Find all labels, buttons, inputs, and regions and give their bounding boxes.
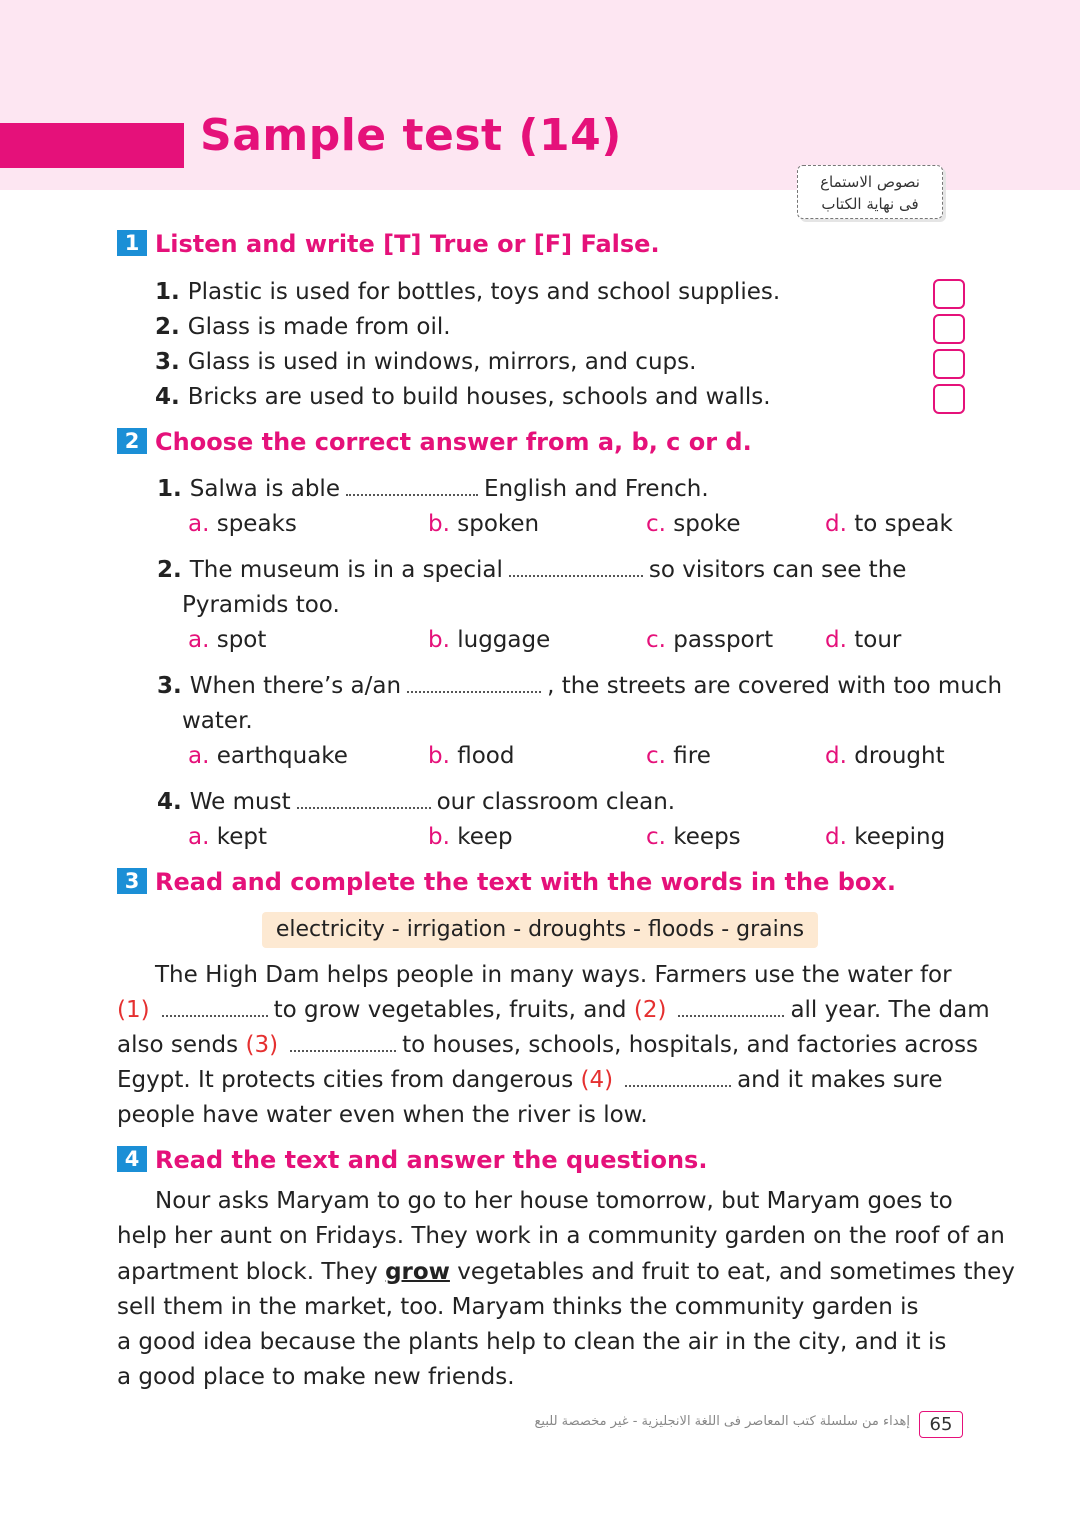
option-b[interactable]: b. flood xyxy=(428,743,515,769)
section-3-heading xyxy=(117,868,896,896)
mcq-question: 1. Salwa is able English and French. xyxy=(157,476,709,502)
cloze-blank-4[interactable] xyxy=(625,1069,731,1087)
mcq-question: 2. The museum is in a special so visitors can see the xyxy=(157,557,907,583)
tf-answer-box-4[interactable] xyxy=(933,384,965,414)
section-number: 1 xyxy=(117,230,147,256)
section-number: 2 xyxy=(117,428,147,454)
section-1-heading xyxy=(117,230,660,258)
footer-note: إهداء من سلسلة كتب المعاصر فى اللغة الانجليزية - غير مخصصة للبيع xyxy=(534,1414,910,1429)
listening-note-line2: فى نهاية الكتاب xyxy=(821,195,919,213)
option-c[interactable]: c. passport xyxy=(646,627,774,653)
section-number: 4 xyxy=(117,1146,147,1172)
section-2-heading xyxy=(117,428,752,456)
mcq-question-cont: Pyramids too. xyxy=(182,592,340,618)
cloze-line: (1) to grow vegetables, fruits, and (2) all year. The dam xyxy=(117,997,990,1023)
section-number: 3 xyxy=(117,868,147,894)
mcq-question: 3. When there’s a/an , the streets are covered with too much xyxy=(157,673,1003,699)
option-a[interactable]: a. spot xyxy=(188,627,267,653)
option-d[interactable]: d. to speak xyxy=(825,511,953,537)
answer-blank[interactable] xyxy=(509,559,643,577)
cloze-blank-2[interactable] xyxy=(678,999,784,1017)
option-d[interactable]: d. keeping xyxy=(825,824,946,850)
page-number: 65 xyxy=(919,1411,963,1438)
mcq-question-cont: water. xyxy=(182,708,253,734)
section-title: Read the text and answer the questions. xyxy=(155,1146,708,1174)
reading-line: a good place to make new friends. xyxy=(117,1364,515,1390)
section-4-heading xyxy=(117,1146,707,1174)
option-c[interactable]: c. spoke xyxy=(646,511,741,537)
page-title: Sample test (14) xyxy=(200,110,622,161)
reading-line: help her aunt on Fridays. They work in a community garden on the roof of an xyxy=(117,1223,1005,1249)
listening-note xyxy=(797,165,943,219)
option-b[interactable]: b. keep xyxy=(428,824,513,850)
cloze-line: Egypt. It protects cities from dangerous (4) and it makes sure xyxy=(117,1067,943,1093)
reading-line: Nour asks Maryam to go to her house tomorrow, but Maryam goes to xyxy=(155,1188,953,1214)
option-a[interactable]: a. speaks xyxy=(188,511,297,537)
word-box: electricity - irrigation - droughts - floods - grains xyxy=(262,912,818,948)
tf-answer-box-1[interactable] xyxy=(933,279,965,309)
section-title: Listen and write [T] True or [F] False. xyxy=(155,230,660,258)
mcq-question: 4. We must our classroom clean. xyxy=(157,789,676,815)
tf-answer-box-2[interactable] xyxy=(933,314,965,344)
title-accent-bar xyxy=(0,123,184,168)
cloze-blank-3[interactable] xyxy=(290,1034,396,1052)
listening-note-line1: نصوص الاستماع xyxy=(820,173,920,191)
option-b[interactable]: b. luggage xyxy=(428,627,551,653)
option-b[interactable]: b. spoken xyxy=(428,511,540,537)
answer-blank[interactable] xyxy=(346,478,478,496)
cloze-line: also sends (3) to houses, schools, hospitals, and factories across xyxy=(117,1032,979,1058)
answer-blank[interactable] xyxy=(297,791,431,809)
tf-item: 1. Plastic is used for bottles, toys and school supplies. xyxy=(155,279,781,305)
cloze-blank-1[interactable] xyxy=(162,999,268,1017)
option-a[interactable]: a. kept xyxy=(188,824,267,850)
cloze-line: The High Dam helps people in many ways. Farmers use the water for xyxy=(155,962,952,988)
section-title: Read and complete the text with the words in the box. xyxy=(155,868,897,896)
tf-item: 2. Glass is made from oil. xyxy=(155,314,451,340)
answer-blank[interactable] xyxy=(407,675,541,693)
section-title: Choose the correct answer from a, b, c or d. xyxy=(155,428,752,456)
reading-line: sell them in the market, too. Maryam thinks the community garden is xyxy=(117,1294,919,1320)
tf-answer-box-3[interactable] xyxy=(933,349,965,379)
cloze-line: people have water even when the river is low. xyxy=(117,1102,648,1128)
reading-line: apartment block. They grow vegetables and fruit to eat, and sometimes they xyxy=(117,1259,1015,1285)
option-d[interactable]: d. drought xyxy=(825,743,945,769)
option-c[interactable]: c. keeps xyxy=(646,824,741,850)
tf-item: 3. Glass is used in windows, mirrors, and cups. xyxy=(155,349,697,375)
underlined-word: grow xyxy=(385,1259,450,1285)
option-a[interactable]: a. earthquake xyxy=(188,743,348,769)
option-d[interactable]: d. tour xyxy=(825,627,902,653)
option-c[interactable]: c. fire xyxy=(646,743,711,769)
reading-line: a good idea because the plants help to clean the air in the city, and it is xyxy=(117,1329,947,1355)
tf-item: 4. Bricks are used to build houses, schools and walls. xyxy=(155,384,771,410)
